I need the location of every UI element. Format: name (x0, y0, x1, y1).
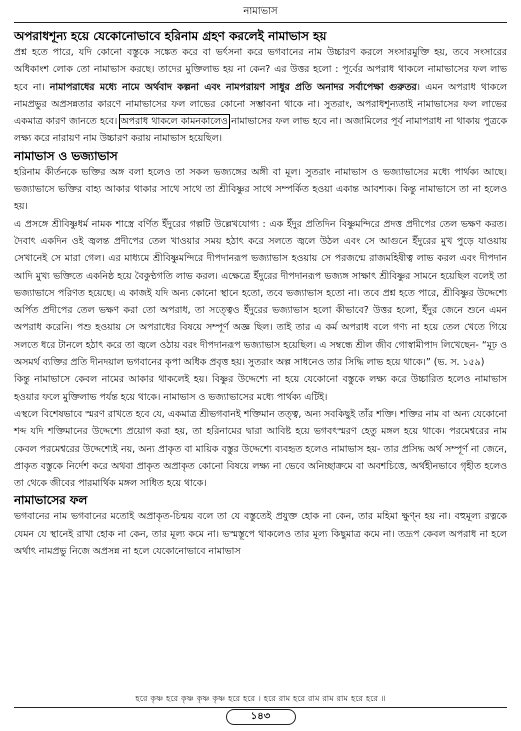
section2-paragraph-2: এ প্রসঙ্গে শ্রীবিষ্ণুধর্ম নামক শাস্ত্রে বর্ণিত ইঁদুরের গল্পটি উল্লেখযোগ্য : এক ইঁদুর প্রতিদিন বিষ্ণুমন্দিরে প্রদত্ত প্রদীপের তেল ভক্ষণ করত। দৈবাৎ একদিন ওই জ্বলন্ত প্রদীপের তেল খাওয়ার সময় হঠাৎ করে সলতে জ্বলে উঠল এবং সে আগুনে ইঁদুরের মুখ পুড়ে যাওয়ায় সেখানেই সে মারা গেল। এর মাধ্যমে শ্রীবিষ্ণুমন্দিরে দীপদানরূপ ভজ্যাভাস হওয়ায় সে পরজন্মে রাজমহিষীত্ব লাভ করল এবং দীপদান আদি মুখ্য ভক্তিতে একনিষ্ঠ হয়ে বৈকুণ্ঠগতি লাভ করল। এক্ষেত্রে ইঁদুরের দীপদানরূপ ভজ্যঙ্গ সাক্ষাৎ শ্রীবিষ্ণুর সামনে হয়েছিল বলেই তা ভজ্যাভাসে পরিণত হয়েছে। এ কাজই যদি অন্য কোনো স্থানে হতো, তবে ভজ্যাভাস হতো না। তবে প্রশ্ন হতে পারে, শ্রীবিষ্ণুর উদ্দেশ্যে অর্পিত প্রদীপের তেল ভক্ষণ করা তো অপরাধ, তা সত্ত্বেও ইঁদুরের ভজ্যাভাস হলো কীভাবে? উত্তর হলো, ইঁদুর জেনে শুনে এমন অপরাধ করেনি। পশু হওয়ায় সে অপরাধের বিষয়ে সম্পূর্ণ অজ্ঞ ছিল। তাই তার এ কর্ম অপরাধ বলে গণ্য না হয়ে তেল খেতে গিয়ে সলতে ধরে টানলে হঠাৎ করে তা জ্বলে ওঠায় বরং দীপদানরূপ ভজ্যাভাস হয়েছিল। এ সম্বন্ধে শ্রীল জীব গোস্বামীপাদ লিখেছেন- “মূঢ় ও অসমর্থ ব্যক্তির প্রতি দীনদয়াল ভগবানের কৃপা অধিক প্রবৃত্ত হয়। সুতরাং অল্প সাধনেও তার সিদ্ধি লাভ হয়ে থাকে।” (ভ. স. ১৫৯) (14, 218, 507, 369)
section-heading-2: নামাভাস ও ভজ্যাভাস (14, 148, 118, 163)
bold-emphasis-text: নামাপরাধের মধ্যে নামে অর্থবাদ কল্পনা এবং নামপরায়ণ সাধুর প্রতি অনাদর সর্বাপেক্ষা গুরুতর (49, 81, 417, 93)
section2-paragraph-1: হরিনাম কীর্তনকে ভক্তির অঙ্গ বলা হলেও তা সকল ভজ্যঙ্গের অঙ্গী বা মূল। সুতরাং নামাভাস ও ভজ্যাভাসের মধ্যে পার্থক্য আছে। ভজ্যাভাসে ভক্তির বাহ্য আকার থাকার সাথে সাথে তা শ্রীবিষ্ণুর সাথে সম্পর্কিত হওয়া একান্ত আবশ্যক। কিন্তু নামাভাসে তা না হলেও হয়। (14, 166, 507, 213)
page-number: ১৪৩ (226, 709, 296, 725)
section-heading-3: নামাভাসের ফল (14, 493, 88, 508)
boxed-highlight-text: অপরাধ থাকলে কামনকালেও (120, 116, 228, 128)
footer-rule (14, 707, 507, 708)
running-head: নামাভাস (243, 6, 278, 17)
section1-paragraph (14, 44, 507, 148)
paragraph-text: প্রশ্ন হতে পারে, যদি কোনো বস্তুকে সঙ্কেত করে বা ভর্ৎসনা করে ভগবানের নাম উচ্চারণ করলে সংসারমুক্তি হয়, তবে সংসারের অধিকাংশ লোক তো নামাভাস করছে। তাদের মুক্তিলাভ হয় না কেন? এর উত্তর হলো : পূর্বের অপরাধ থাকলে নামাভাসের ফল লাভ হবে না। (14, 47, 507, 93)
section2-paragraph-4: এস্থলে বিশেষভাবে স্মরণ রাখতে হবে যে, একমাত্র শ্রীভগবানই শক্তিমান তত্ত্ব, অন্য সবকিছুই তাঁর শক্তি। শক্তির নাম বা অন্য যেকোনো শব্দ যদি শক্তিমানের উদ্দেশ্যে প্রয়োগ করা হয়, তা হরিনামের দ্বারা আবিষ্ট হয়ে ভগবৎস্মরণ হেতু মঙ্গল হয়ে থাকে। পরমেশ্বরের নাম কেবল পরমেশ্বরের উদ্দেশ্যেই নয়, অন্য প্রাকৃত বা মায়িক বস্তুর উদ্দেশ্যে ব্যবহৃত হলেও নামাভাস হয়- তার প্রসিদ্ধ অর্থ সম্পূর্ণ না জেনে, প্রাকৃত বস্তুকে নির্দেশ করে অথবা প্রাকৃত অপ্রাকৃত কোনো বিষয়ে লক্ষ্য না ভেবে অনিচ্ছাক্রমে বা অবশচিত্তে, অর্থহীনভাবে গৃহীত হলেও তা থেকে জীবের পারমার্থিক মঙ্গল সাধিত হয়ে থাকে। (14, 408, 507, 490)
page-content (14, 28, 507, 560)
section3-paragraph-1: ভগবানের নাম ভগবানের মতোই অপ্রাকৃত-চিন্ময় বলে তা যে বস্তুতেই প্রযুক্ত হোক না কেন, তার মহিমা ক্ষুণ্ন হয় না। বহুমূল্য রত্নকে যেমন যে স্থানেই রাখা হোক না কেন, তার মূল্য কমে না। ভস্মস্তূপে থাকলেও তার মূল্য কিছুমাত্র কমে না। তদ্রূপ কেবল অপরাধ না হলে অর্থাৎ নামপ্রভু নিজে অপ্রসন্ন না হলে যেকোনোভাবে নামাভাস (14, 511, 507, 558)
paragraph-text: নামাভাসের ফল লাভ হবে না। অজামিলের পূর্ব নামাপরাধ না থাকায় পুত্রকে লক্ষ্য করে নারায়ণ নাম উচ্চারণ করায় নামাভাস হয়েছিল। (14, 116, 508, 145)
header-rule (14, 22, 507, 23)
section2-paragraph-3: কিন্তু নামাভাসে কেবল নামের আকার থাকলেই হয়। বিষ্ণুর উদ্দেশ্যে না হয়ে যেকোনো বস্তুকে লক্ষ্য করে উচ্চারিত হলেও নামাভাস হওয়ার ফলে মুক্তিলাভ পর্যন্ত হয়ে থাকে। নামাভাস ও ভজ্যাভাসের মধ্যে পার্থক্য এটিই। (14, 374, 507, 403)
section-heading-1: অপরাধশূন্য হয়ে যেকোনোভাবে হরিনাম গ্রহণ করলেই নামাভাস হয় (14, 29, 327, 43)
paragraph-text: । এমন অপরাধ থাকলে নামপ্রভুর অপ্রসন্নতার কারণে নামাভাসের ফল লাভের কোনো সম্ভাবনা থাকে না। সুতরাং, অপরাধশূন্যতাই নামাভাসের ফল লাভের একমাত্র কারণ জানতে হবে। (14, 81, 507, 128)
footer-mantra: হরে কৃষ্ণ হরে কৃষ্ণ কৃষ্ণ কৃষ্ণ হরে হরে । হরে রাম হরে রাম রাম রাম হরে হরে ॥ (135, 694, 386, 703)
